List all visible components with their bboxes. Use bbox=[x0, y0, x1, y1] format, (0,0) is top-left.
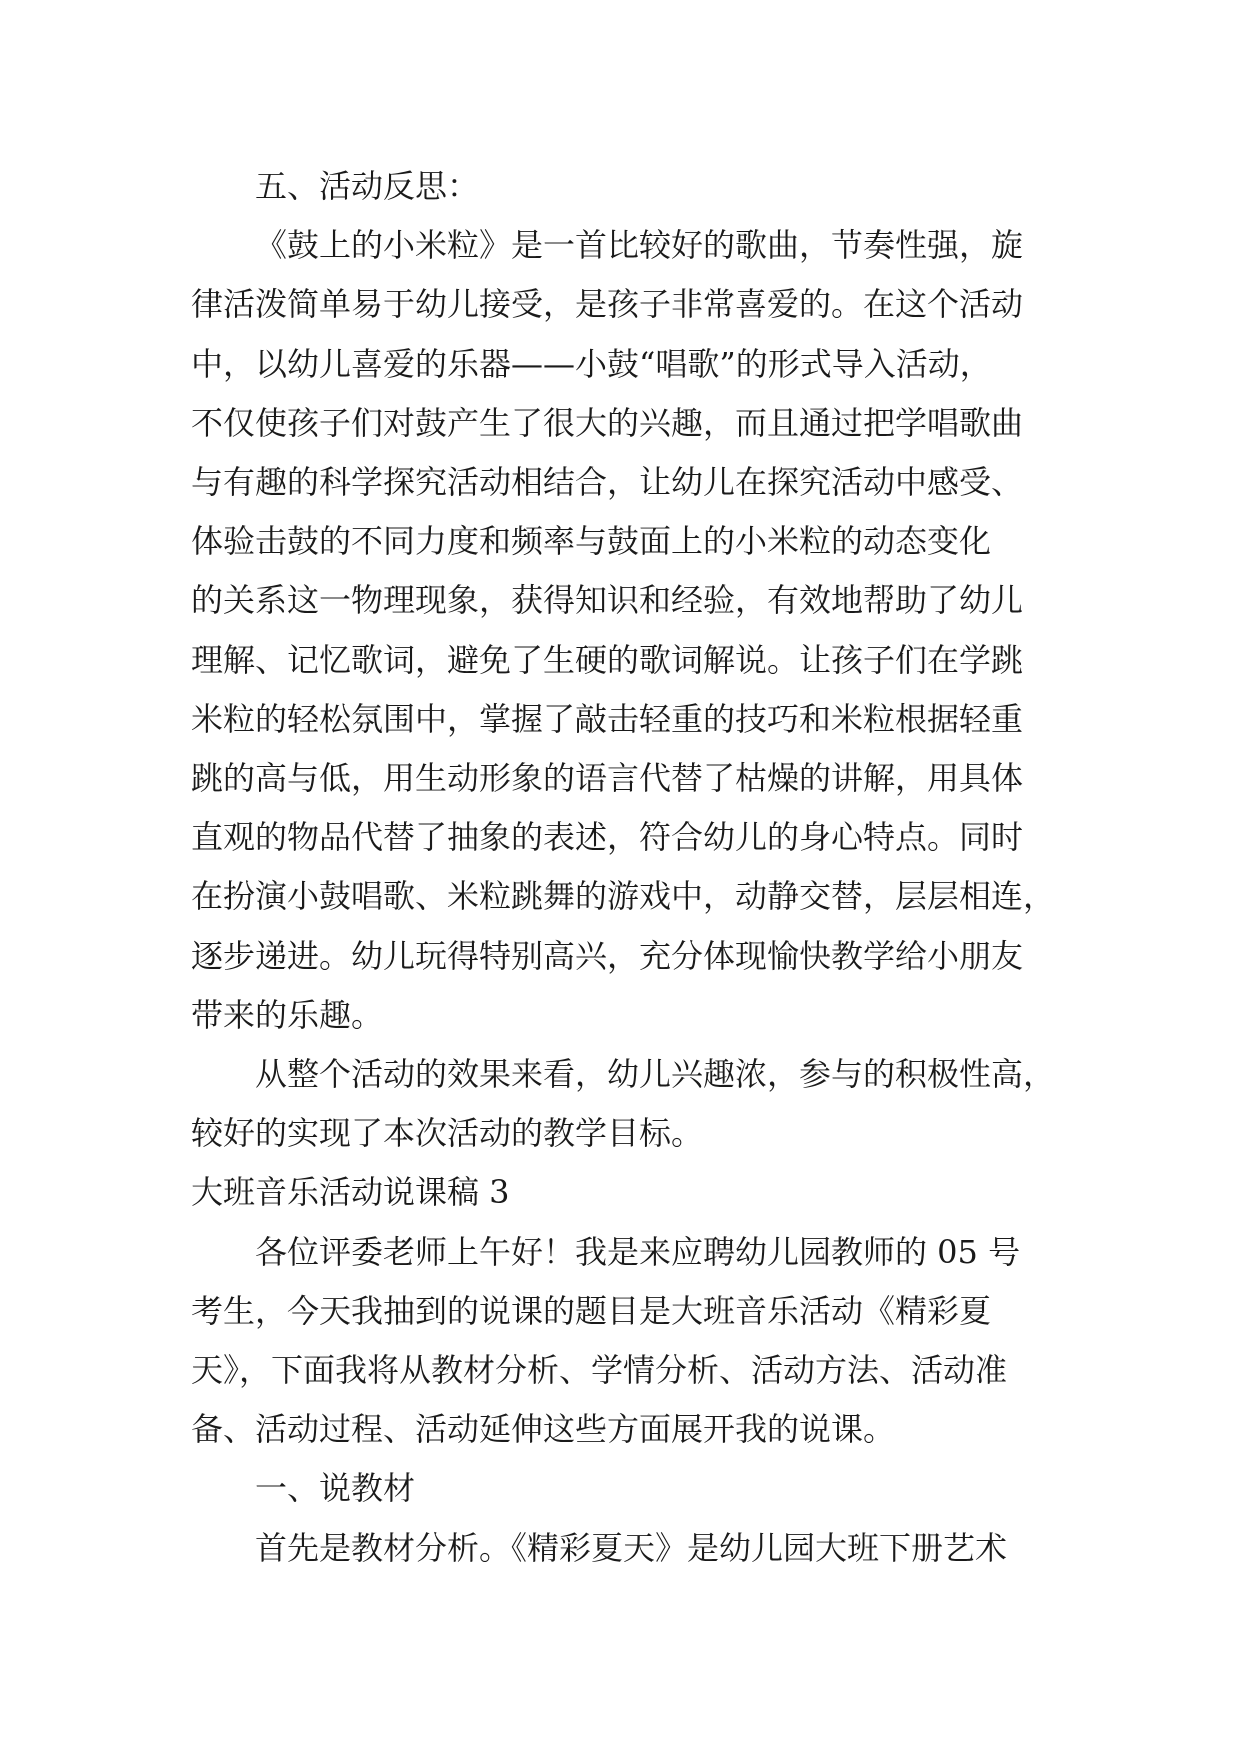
paragraph-line: 理解、记忆歌词，避免了生硬的歌词解说。让孩子们在学跳 bbox=[191, 640, 1024, 679]
paragraph-line: 不仅使孩子们对鼓产生了很大的兴趣，而且通过把学唱歌曲 bbox=[191, 403, 1024, 442]
paragraph-line: 米粒的轻松氛围中，掌握了敲击轻重的技巧和米粒根据轻重 bbox=[191, 699, 1024, 738]
paragraph-line: 逐步递进。幼儿玩得特别高兴，充分体现愉快教学给小朋友 bbox=[191, 936, 1024, 975]
paragraph-line: 天》，下面我将从教材分析、学情分析、活动方法、活动准 bbox=[191, 1351, 1008, 1390]
paragraph-line: 首先是教材分析。《精彩夏天》是幼儿园大班下册艺术 bbox=[255, 1528, 1008, 1567]
section-heading-reflection: 五、活动反思： bbox=[255, 167, 480, 205]
paragraph-line: 考生，今天我抽到的说课的题目是大班音乐活动《精彩夏 bbox=[191, 1291, 992, 1330]
paragraph-line: 律活泼简单易于幼儿接受，是孩子非常喜爱的。在这个活动 bbox=[191, 285, 1024, 324]
paragraph-line: 备、活动过程、活动延伸这些方面展开我的说课。 bbox=[191, 1410, 896, 1449]
paragraph-line: 与有趣的科学探究活动相结合，让幼儿在探究活动中感受、 bbox=[191, 463, 1024, 502]
paragraph-line: 体验击鼓的不同力度和频率与鼓面上的小米粒的动态变化 bbox=[191, 522, 992, 561]
paragraph-line: 带来的乐趣。 bbox=[191, 995, 384, 1034]
paragraph-line: 在扮演小鼓唱歌、米粒跳舞的游戏中，动静交替，层层相连， bbox=[191, 877, 1056, 916]
document-body bbox=[191, 157, 1056, 1578]
paragraph-line: 中，以幼儿喜爱的乐器——小鼓“唱歌”的形式导入活动， bbox=[191, 344, 992, 383]
paragraph-line: 从整个活动的效果来看，幼儿兴趣浓，参与的积极性高， bbox=[255, 1055, 1056, 1094]
section-heading-textbook: 一、说教材 bbox=[255, 1469, 416, 1508]
paragraph-line: 《鼓上的小米粒》是一首比较好的歌曲，节奏性强，旋 bbox=[255, 226, 1024, 265]
document-title-lesson-3: 大班音乐活动说课稿 3 bbox=[191, 1173, 510, 1212]
paragraph-line: 直观的物品代替了抽象的表述，符合幼儿的身心特点。同时 bbox=[191, 818, 1024, 857]
paragraph-line: 的关系这一物理现象，获得知识和经验，有效地帮助了幼儿 bbox=[191, 581, 1024, 620]
paragraph-line: 跳的高与低，用生动形象的语言代替了枯燥的讲解，用具体 bbox=[191, 759, 1024, 798]
paragraph-line: 较好的实现了本次活动的教学目标。 bbox=[191, 1114, 704, 1153]
paragraph-line: 各位评委老师上午好！我是来应聘幼儿园教师的 05 号 bbox=[255, 1232, 1021, 1271]
